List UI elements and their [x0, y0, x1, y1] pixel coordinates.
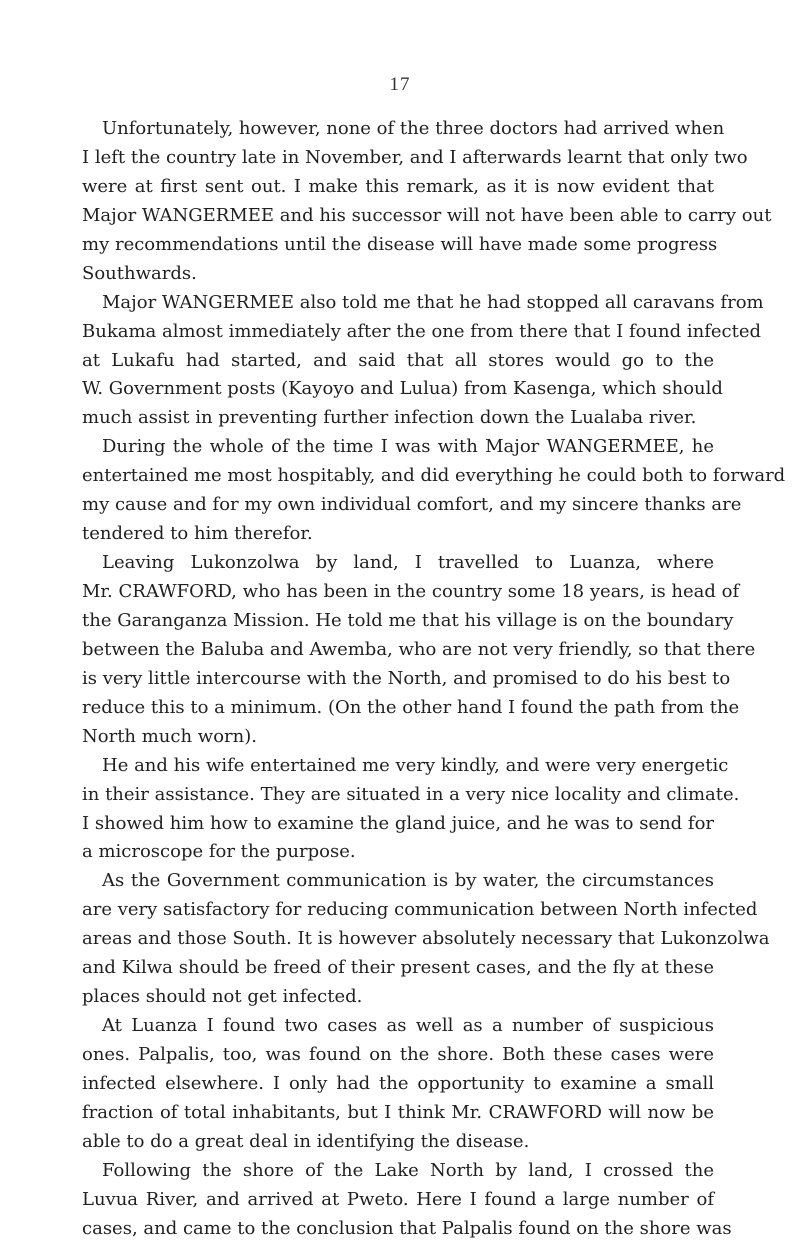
text-line: cases, and came to the conclusion that Palpalis found on the shore was: [82, 1217, 732, 1239]
paragraph: [82, 289, 764, 434]
text-line: Luvua River, and arrived at Pweto. Here I found a large number of: [82, 1188, 714, 1210]
text-line: infected elsewhere. I only had the opportunity to examine a small: [82, 1072, 714, 1094]
text-line: Mr. CRAWFORD, who has been in the country some 18 years, is head of: [82, 581, 740, 602]
text-line: tendered to him therefor.: [82, 523, 313, 545]
text-line: Bukama almost immediately after the one from there that I found infected: [82, 320, 762, 342]
text-line: areas and those South. It is however absolutely necessary that Lukonzolwa: [82, 928, 770, 950]
paragraph: [82, 115, 772, 289]
text-line: Major WANGERMEE and his successor will not have been able to carry out: [82, 204, 772, 226]
text-line: ones. Palpalis, too, was found on the shore. Both these cases were: [82, 1044, 714, 1065]
page-number: 17: [389, 74, 411, 95]
text-line: in their assistance. They are situated in a very nice locality and climate.: [82, 783, 740, 805]
text-line: fraction of total inhabitants, but I think Mr. CRAWFORD will now be: [82, 1101, 714, 1123]
text-line: Major WANGERMEE also told me that he had stopped all caravans from: [102, 291, 764, 313]
text-line: my recommendations until the disease will have made some progress: [82, 233, 718, 255]
paragraph: [82, 752, 740, 868]
text-line: As the Government communication is by water, the circumstances: [102, 870, 714, 892]
text-line: the Garanganza Mission. He told me that his village is on the boundary: [82, 609, 734, 631]
text-line: places should not get infected.: [82, 986, 363, 1008]
text-line: Southwards.: [82, 262, 197, 284]
text-line: Unfortunately, however, none of the three doctors had arrived when: [102, 118, 725, 139]
text-line: and Kilwa should be freed of their present cases, and the fly at these: [82, 957, 714, 979]
text-line: are very satisfactory for reducing communication between North infected: [82, 899, 758, 921]
text-line: Leaving Lukonzolwa by land, I travelled to Luanza, where: [102, 552, 714, 574]
text-line: were at first sent out. I make this remark, as it is now evident that: [82, 175, 714, 197]
paragraph: [82, 867, 770, 1012]
paragraph: [82, 1157, 732, 1244]
text-line: He and his wife entertained me very kindly, and were very energetic: [102, 754, 729, 776]
text-line: North much worn).: [82, 725, 257, 747]
text-line: between the Baluba and Awemba, who are not very friendly, so that there: [82, 638, 756, 660]
text-line: W. Government posts (Kayoyo and Lulua) from Kasenga, which should: [82, 378, 723, 400]
text-line: much assist in preventing further infection down the Lualaba river.: [82, 407, 697, 429]
body-text: [82, 115, 786, 1244]
paragraph: [82, 433, 786, 549]
text-line: Following the shore of the Lake North by land, I crossed the: [102, 1159, 714, 1181]
text-line: entertained me most hospitably, and did everything he could both to forward: [82, 465, 786, 487]
text-line: able to do a great deal in identifying the disease.: [82, 1130, 530, 1152]
text-line: During the whole of the time I was with Major WANGERMEE, he: [102, 436, 714, 458]
text-line: reduce this to a minimum. (On the other hand I found the path from the: [82, 696, 740, 718]
text-line: I showed him how to examine the gland juice, and he was to send for: [82, 812, 715, 834]
text-line: At Luanza I found two cases as well as a number of suspicious: [102, 1015, 714, 1037]
paragraph: [82, 1012, 714, 1157]
text-line: I left the country late in November, and I afterwards learnt that only two: [82, 146, 748, 168]
text-line: is very little intercourse with the North, and promised to do his best to: [82, 667, 731, 689]
text-line: a microscope for the purpose.: [82, 841, 356, 863]
text-line: at Lukafu had started, and said that all stores would go to the: [82, 349, 714, 371]
text-line: my cause and for my own individual comfort, and my sincere thanks are: [82, 494, 742, 516]
paragraph: [82, 549, 756, 752]
